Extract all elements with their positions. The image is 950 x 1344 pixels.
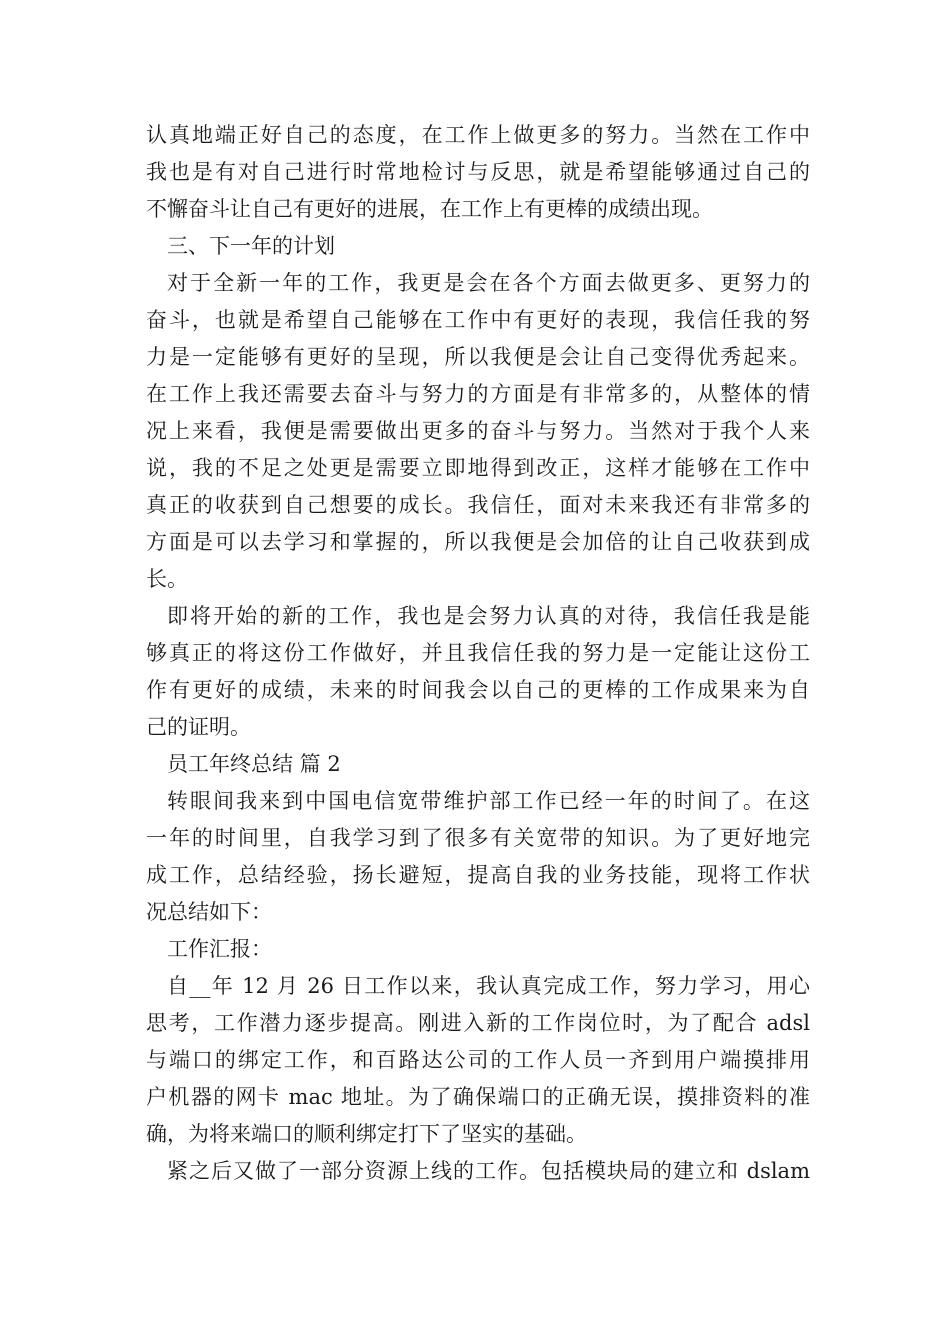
text-line: 够真正的将这份工作做好，并且我信任我的努力是一定能让这份工	[146, 641, 810, 665]
text-line: 认真地端正好自己的态度，在工作上做更多的努力。当然在工作中	[146, 123, 810, 147]
text-line: 与端口的绑定工作，和百路达公司的工作人员一齐到用户端摸排用	[146, 1048, 810, 1072]
text-line: 作有更好的成绩，未来的时间我会以自己的更棒的工作成果来为自	[146, 678, 810, 702]
text-line: 况总结如下：	[146, 900, 272, 924]
text-line: 方面是可以去学习和掌握的，所以我便是会加倍的让自己收获到成	[146, 530, 810, 554]
text-line: 力是一定能够有更好的呈现，所以我便是会让自己变得优秀起来。	[146, 345, 810, 369]
text-line: 一年的时间里，自我学习到了很多有关宽带的知识。为了更好地完	[146, 826, 810, 850]
text-line: 即将开始的新的工作，我也是会努力认真的对待，我信任我是能	[167, 604, 810, 628]
text-line: 不懈奋斗让自己有更好的进展，在工作上有更棒的成绩出现。	[146, 197, 713, 221]
text-line: 况上来看，我便是需要做出更多的奋斗与努力。当然对于我个人来	[146, 419, 810, 443]
document-body	[146, 117, 810, 1190]
text-line: 确，为将来端口的顺利绑定打下了坚实的基础。	[146, 1122, 587, 1146]
text-line: 自__年 12 月 26 日工作以来，我认真完成工作，努力学习，用心	[167, 974, 810, 998]
text-line: 户机器的网卡 mac 地址。为了确保端口的正确无误，摸排资料的准	[146, 1085, 810, 1109]
text-line: 奋斗，也就是希望自己能够在工作中有更好的表现，我信任我的努	[146, 308, 810, 332]
text-line: 长。	[146, 567, 188, 591]
text-line: 紧之后又做了一部分资源上线的工作。包括模块局的建立和 dslam	[167, 1159, 810, 1183]
text-line: 己的证明。	[146, 715, 251, 739]
text-line: 真正的收获到自己想要的成长。我信任，面对未来我还有非常多的	[146, 493, 810, 517]
text-line: 工作汇报：	[167, 937, 272, 961]
text-line: 三、下一年的计划	[167, 234, 335, 258]
text-line: 在工作上我还需要去奋斗与努力的方面是有非常多的，从整体的情	[146, 382, 810, 406]
text-line: 思考，工作潜力逐步提高。刚进入新的工作岗位时，为了配合 adsl	[146, 1011, 810, 1035]
text-line: 对于全新一年的工作，我更是会在各个方面去做更多、更努力的	[167, 271, 810, 295]
text-line: 成工作，总结经验，扬长避短，提高自我的业务技能，现将工作状	[146, 863, 810, 887]
text-line: 说，我的不足之处更是需要立即地得到改正，这样才能够在工作中	[146, 456, 810, 480]
text-line: 员工年终总结 篇 2	[167, 752, 341, 776]
text-line: 我也是有对自己进行时常地检讨与反思，就是希望能够通过自己的	[146, 160, 810, 184]
text-line: 转眼间我来到中国电信宽带维护部工作已经一年的时间了。在这	[167, 789, 810, 813]
